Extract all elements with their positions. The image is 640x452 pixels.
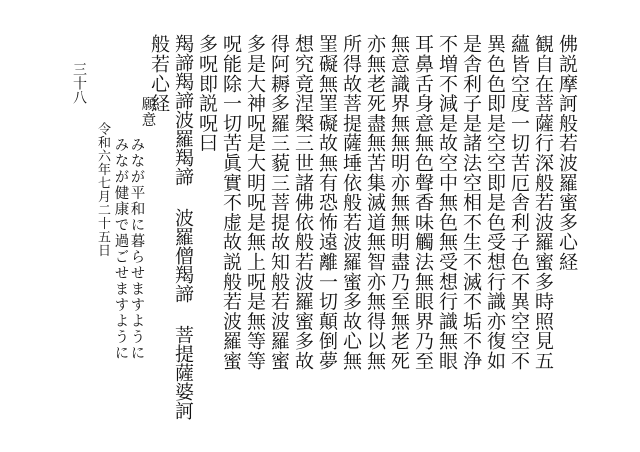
sutra-line-12: 得阿耨多羅三藐三菩提故知般若波羅蜜 — [268, 34, 290, 371]
sutra-line-13: 多是大神呪是大明呪是無上呪是無等等 — [244, 34, 266, 371]
wish-date: 令和六年七月二十五日 — [95, 122, 110, 257]
sutra-line-1: 観自在菩薩行深般若波羅蜜多時照見五 — [532, 34, 554, 371]
sutra-line-9: 所得故菩提薩埵依般若波羅蜜多故心無 — [340, 34, 362, 371]
wish-line-peace: みなが平和に暮らせますように — [128, 137, 145, 361]
sutra-line-2: 蘊皆空度一切苦厄舎利子色不異空空不 — [508, 34, 530, 371]
sutra-line-10: 罣礙無罣礙故無有恐怖遠離一切顛倒夢 — [316, 34, 338, 371]
wish-heading: 願意 — [139, 96, 156, 128]
sutra-line-7: 無意識界無無明亦無無明盡乃至無老死 — [388, 34, 410, 371]
sutra-line-14: 呪能除一切苦眞實不虚故説般若波羅蜜 — [220, 34, 242, 371]
sutra-line-6: 耳鼻舌身意無色聲香味觸法無眼界乃至 — [412, 34, 434, 371]
sutra-line-5: 不増不減是故空中無色無受想行識無眼 — [436, 34, 458, 371]
sutra-line-15: 多呪即説呪曰 — [196, 34, 218, 153]
wish-line-health: みなが健康で過ごせますように — [112, 137, 129, 361]
sutra-closing-title: 般若心経 — [148, 34, 170, 114]
sutra-line-8: 亦無老死盡無苦集滅道無智亦無得以無 — [364, 34, 386, 371]
page-number: 三十八 — [71, 62, 87, 104]
sutra-line-3: 異色色即是空空即是色受想行識亦復如 — [484, 34, 506, 371]
sutra-line-11: 想究竟涅槃三世諸佛依般若波羅蜜多故 — [292, 34, 314, 371]
sutra-title: 佛説摩訶般若波羅蜜多心経 — [556, 34, 578, 272]
sutra-line-4: 是舎利子是諸法空相不生不滅不垢不浄 — [460, 34, 482, 371]
sutra-mantra: 羯諦羯諦波羅羯諦 波羅僧羯諦 菩提薩婆訶 — [172, 34, 194, 420]
